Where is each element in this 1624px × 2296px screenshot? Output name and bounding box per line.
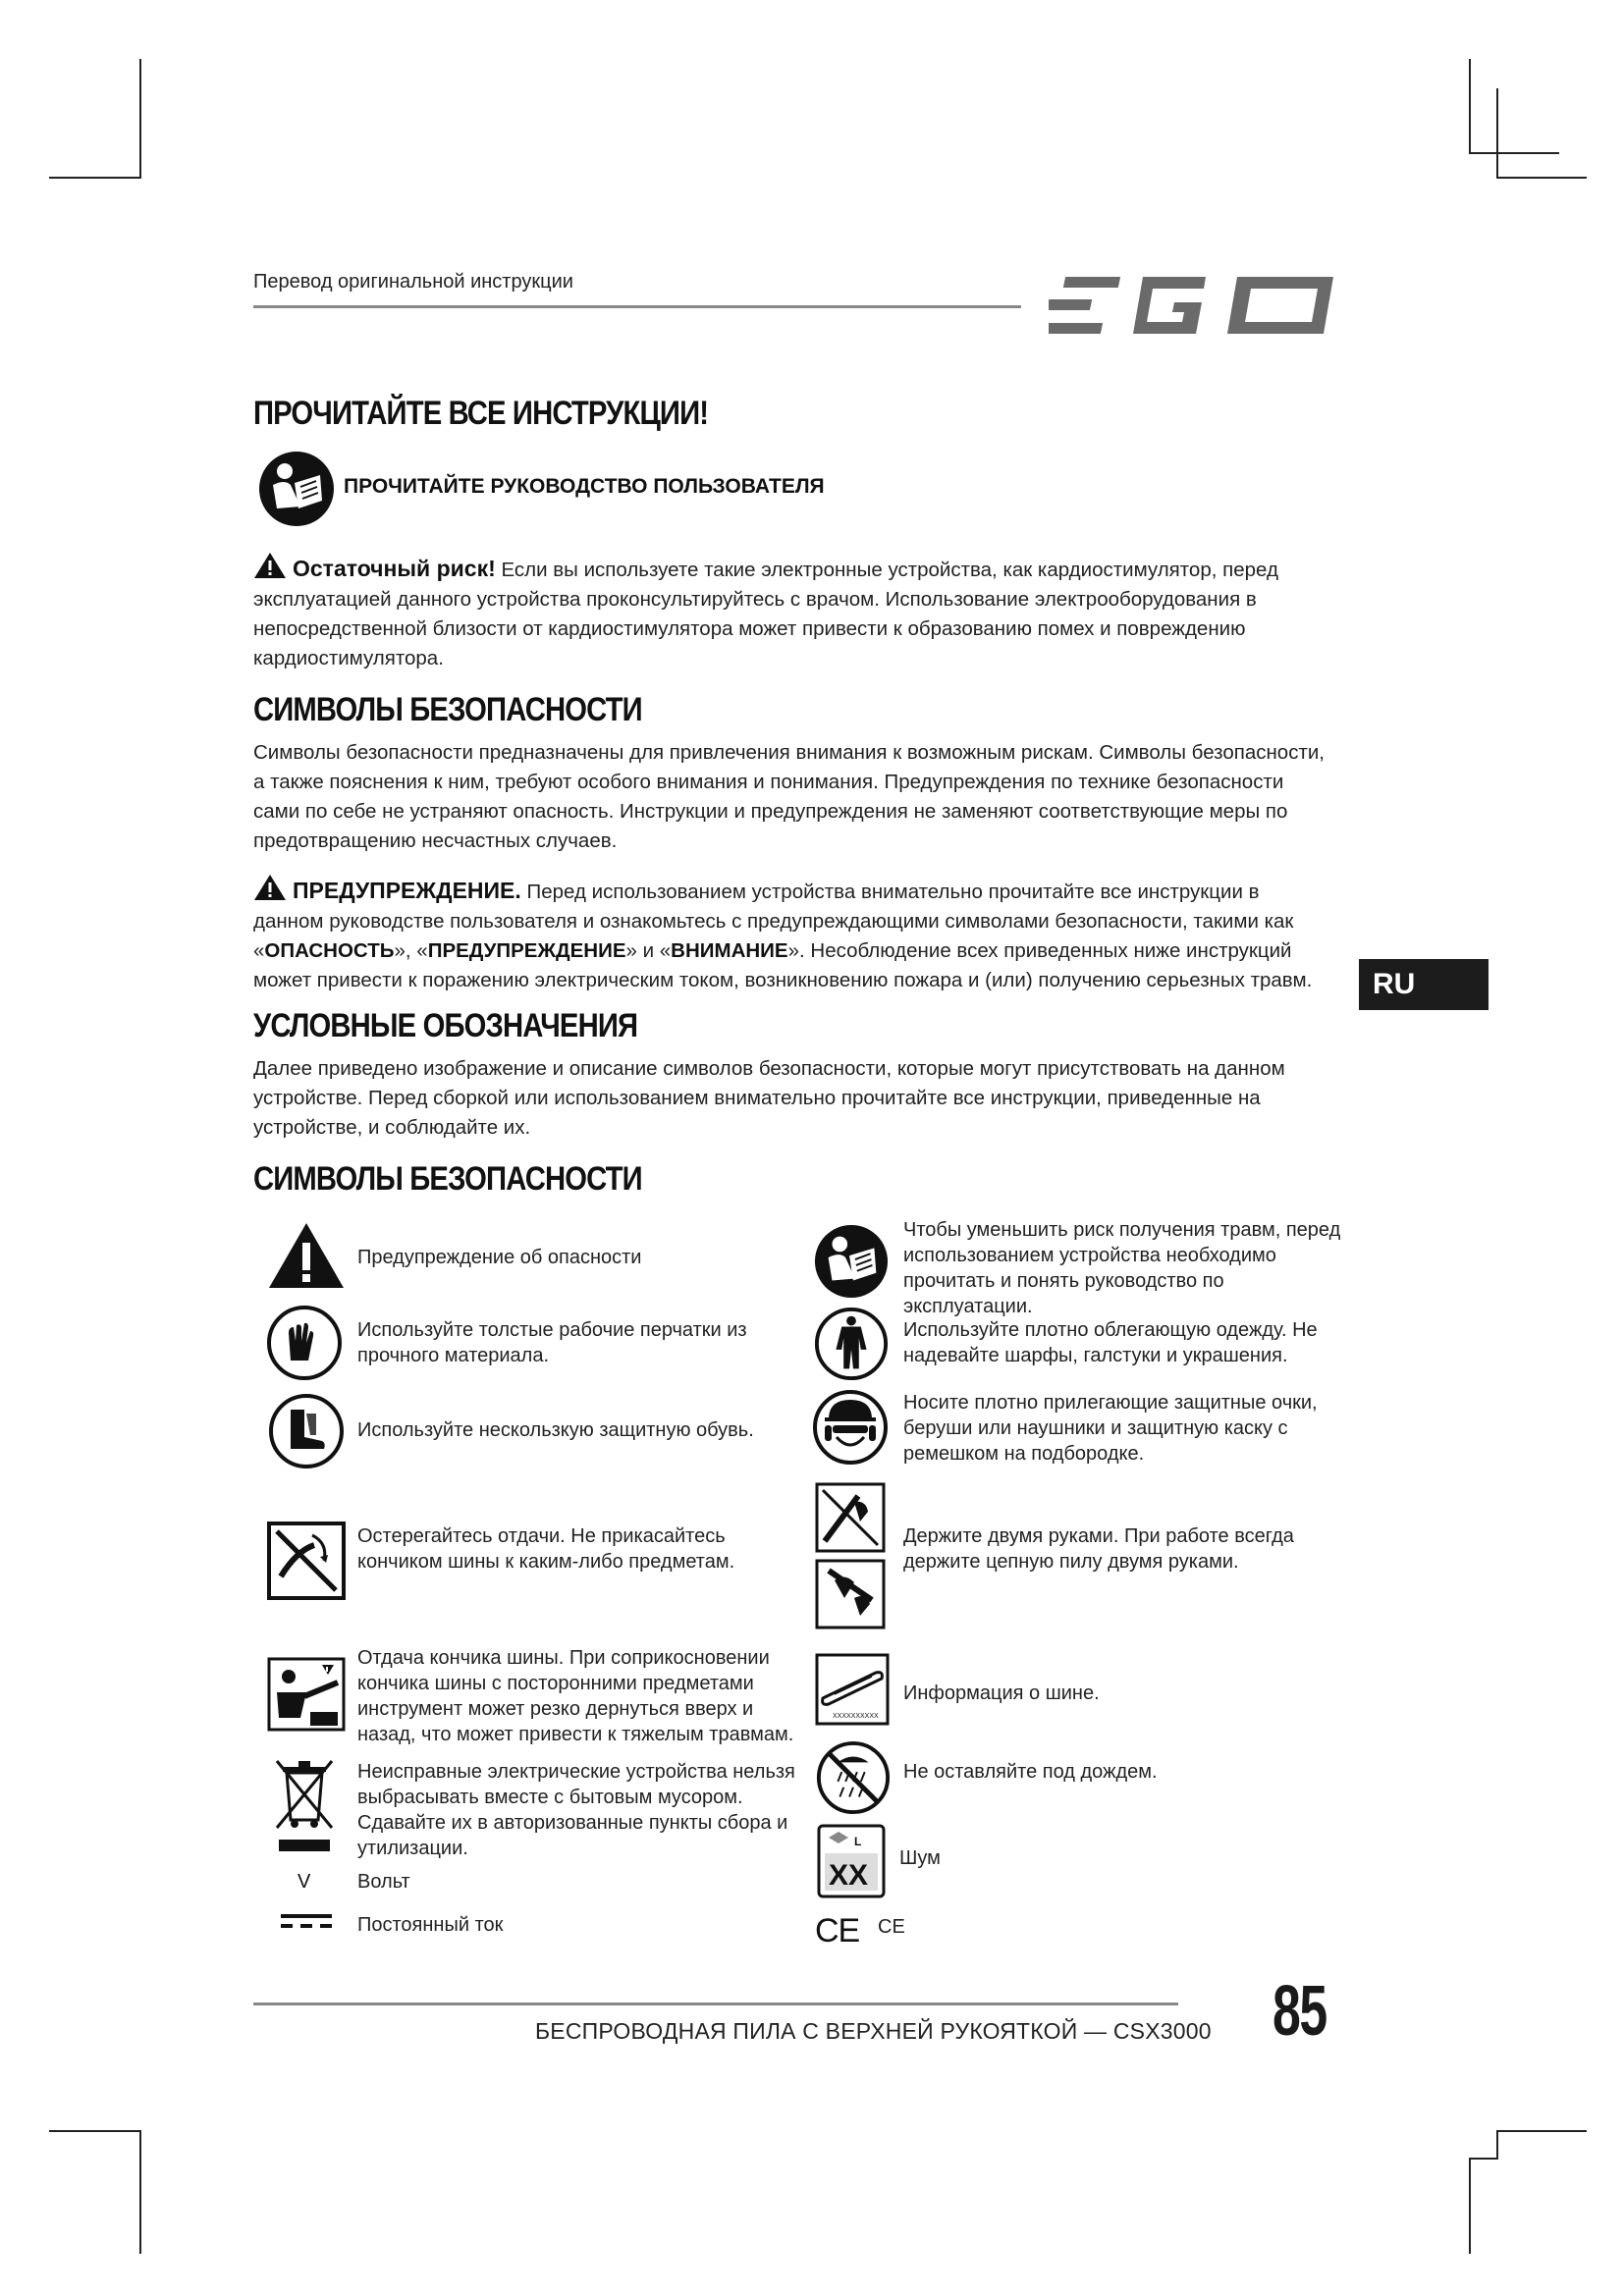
crop-mark <box>1496 177 1587 179</box>
warning-triangle-icon <box>253 874 287 901</box>
residual-risk-lead: Остаточный риск! <box>293 556 496 581</box>
svg-text:XX: XX <box>829 1859 869 1892</box>
read-manual-icon <box>813 1223 890 1300</box>
crop-mark <box>49 177 141 179</box>
residual-risk-text: Если вы используете такие электронные устройства, как кардиостимулятор, перед эксплуатацией данного устройства проконсультируйтесь с врачом. Использование электрооборудования в непосредственной близости от кардиостимулятора может привести к образованию помех и повреждению кардиостимулятора. <box>253 559 1278 669</box>
bar-tip-contact-icon <box>267 1657 346 1732</box>
page-number: 85 <box>1272 1972 1326 2051</box>
warning-text: Перед использованием устройства внимательно прочитайте все инструкции в данном руководстве пользователя и ознакомьтесь с предупреждающими символами безопасности, такими как « <box>253 881 1294 962</box>
warning-triangle-icon <box>253 552 287 579</box>
kickback-icon <box>267 1522 346 1600</box>
symbol-description: Неисправные электрические устройства нельзя выбрасывать вместе с бытовым мусором. Сдавайте их в авторизованные пункты сбора и утилизации. <box>357 1761 795 1859</box>
symbol-description: Вольт <box>357 1871 410 1893</box>
crop-mark <box>49 2130 141 2132</box>
read-manual-label: ПРОЧИТАЙТЕ РУКОВОДСТВО ПОЛЬЗОВАТЕЛЯ <box>344 475 825 498</box>
tight-clothing-icon <box>813 1306 890 1382</box>
safety-symbols-paragraph: Символы безопасности предназначены для привлечения внимания к возможным рискам. Символы безопасности, а также пояснения к ним, требуют особого внимания и понимания. Предупреждения по технике безопасности сами по себе не устраняют опасность. Инструкции и предупреждения не заменяют соответствующие меры по предотвращению несчастных случаев. <box>253 741 1325 852</box>
symbol-description: Не оставляйте под дождем. <box>903 1761 1158 1783</box>
volt-icon: V <box>298 1871 311 1893</box>
direct-current-icon <box>281 1912 332 1932</box>
no-rain-icon <box>815 1739 892 1816</box>
header-subtitle: Перевод оригинальной инструкции <box>253 271 573 293</box>
warning-separator: » и « <box>625 939 672 962</box>
safety-symbols-heading: СИМВОЛЫ БЕЗОПАСНОСТИ <box>253 691 642 728</box>
symbol-description: Предупреждение об опасности <box>357 1247 642 1268</box>
crop-mark <box>1496 88 1498 179</box>
warning-text: ». Несоблюдение всех приведенных ниже инструкций может привести к поражению электрическим током, возникновению пожара и (или) получению серьезных травм. <box>253 939 1313 991</box>
conventions-paragraph: Далее приведено изображение и описание символов безопасности, которые могут присутствовать на данном устройстве. Перед сборкой или использованием внимательно прочитайте все инструкции, приведенные на устройстве, и соблюдайте их. <box>253 1057 1285 1139</box>
svg-text:XXXXXXXXXX: XXXXXXXXXX <box>833 1713 879 1720</box>
crop-mark <box>1496 2130 1498 2160</box>
crossed-bin-icon <box>273 1757 336 1855</box>
symbol-description: Отдача кончика шины. При соприкосновении кончика шины с посторонними предметами инструмент может резко дернуться вверх и назад, что может привести к тяжелым травмам. <box>357 1647 794 1745</box>
symbol-description: Используйте толстые рабочие перчатки из прочного материала. <box>357 1319 747 1366</box>
warning-separator: », « <box>394 939 428 962</box>
symbol-description: Шум <box>899 1847 941 1869</box>
warning-paragraph <box>253 874 1333 995</box>
symbol-description: Держите двумя руками. При работе всегда держите цепную пилу двумя руками. <box>903 1525 1294 1573</box>
gloves-icon <box>265 1304 344 1382</box>
crop-mark <box>139 2130 141 2254</box>
conventions-heading: УСЛОВНЫЕ ОБОЗНАЧЕНИЯ <box>253 1007 638 1044</box>
page-title: ПРОЧИТАЙТЕ ВСЕ ИНСТРУКЦИИ! <box>253 395 709 432</box>
symbol-description: Используйте нескользкую защитную обувь. <box>357 1419 754 1441</box>
warning-warning-word: ПРЕДУПРЕЖДЕНИЕ <box>427 939 626 962</box>
symbol-description: Постоянный ток <box>357 1914 504 1936</box>
warning-triangle-icon <box>267 1221 346 1290</box>
warning-caution-word: ВНИМАНИЕ <box>671 939 788 962</box>
crop-mark <box>1469 2158 1471 2254</box>
boots-icon <box>267 1392 346 1470</box>
residual-risk-paragraph <box>253 552 1333 673</box>
two-hands-icon <box>815 1482 886 1629</box>
crop-mark <box>139 59 141 179</box>
crop-mark <box>1496 2130 1587 2132</box>
symbols-heading: СИМВОЛЫ БЕЗОПАСНОСТИ <box>253 1160 642 1198</box>
warning-danger-word: ОПАСНОСТЬ <box>264 939 395 962</box>
ego-logo <box>1049 273 1343 338</box>
crop-mark <box>1469 152 1559 154</box>
symbol-description: CE <box>878 1916 905 1938</box>
bar-info-icon <box>815 1653 890 1726</box>
crop-mark <box>1469 59 1471 153</box>
symbol-description: Информация о шине. <box>903 1682 1100 1704</box>
header-rule <box>253 305 1021 308</box>
svg-text:L: L <box>854 1835 862 1848</box>
language-tab: RU <box>1359 959 1489 1010</box>
symbol-description: Носите плотно прилегающие защитные очки, беруши или наушники и защитную каску с ремешком на подбородке. <box>903 1392 1318 1465</box>
symbol-description: Чтобы уменьшить риск получения травм, перед использованием устройства необходимо прочитать и понять руководство по эксплуатации. <box>903 1219 1341 1317</box>
warning-lead: ПРЕДУПРЕЖДЕНИЕ. <box>293 878 521 903</box>
protective-gear-icon <box>811 1388 890 1467</box>
ce-mark-icon: CE <box>815 1912 860 1949</box>
symbol-description: Остерегайтесь отдачи. Не прикасайтесь кончиком шины к каким-либо предметам. <box>357 1525 735 1573</box>
crop-mark <box>1469 2158 1498 2160</box>
symbol-description: Используйте плотно облегающую одежду. Не надевайте шарфы, галстуки и украшения. <box>903 1319 1318 1366</box>
footer-product-name: БЕСПРОВОДНАЯ ПИЛА С ВЕРХНЕЙ РУКОЯТКОЙ — CSX3000 <box>535 2018 1212 2044</box>
read-manual-icon <box>257 450 336 528</box>
noise-icon <box>817 1824 886 1898</box>
footer-rule <box>253 2002 1178 2005</box>
